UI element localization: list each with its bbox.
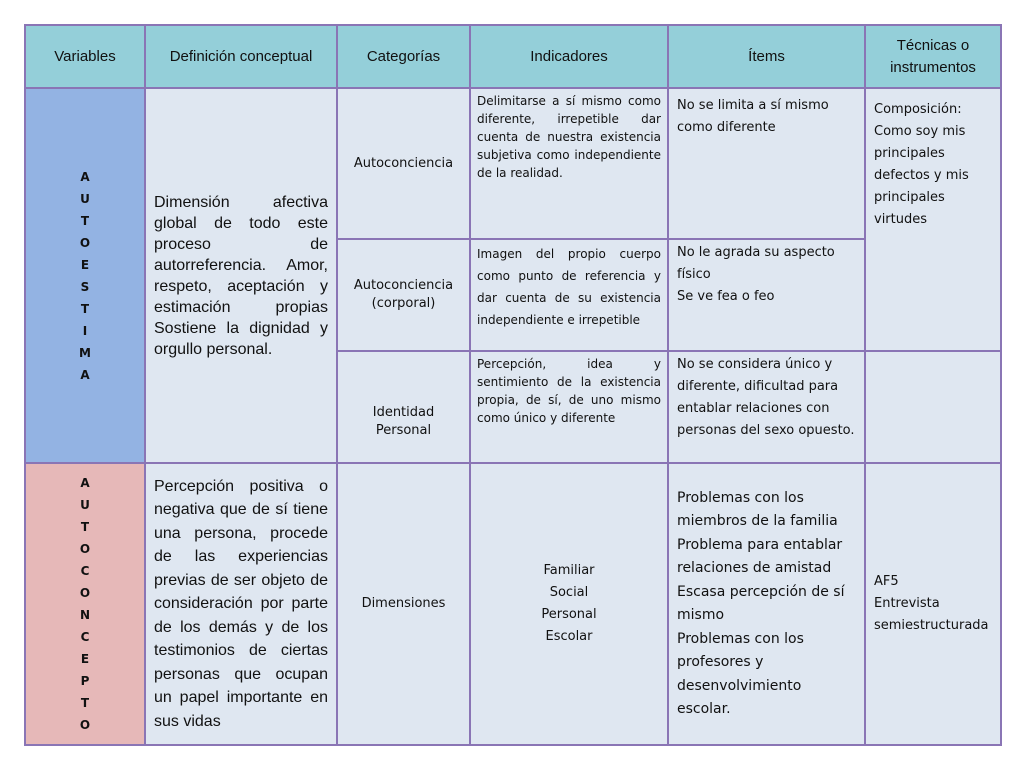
indicator-autoconciencia-corporal: Imagen del propio cuerpo como punto de referencia y dar cuenta de su existencia independiente e irrepetible — [477, 247, 661, 327]
header-indicadores: Indicadores — [470, 25, 668, 88]
vertical-letter: O — [79, 718, 91, 732]
vertical-letter: C — [80, 564, 90, 578]
autoestima-items-2-cell — [668, 239, 865, 351]
items-list — [669, 483, 864, 726]
vertical-letter: A — [80, 367, 90, 382]
autoestima-definition: Dimensión afectiva global de todo este proceso de autorreferencia. Amor, respeto, aceptación y estimación propias Sostiene la dignidad y orgullo personal. — [154, 193, 328, 358]
vertical-letter: T — [80, 520, 90, 534]
autoestima-category-3-cell — [337, 351, 470, 463]
autoconcepto-letters — [26, 472, 144, 736]
autoestima-category-2-cell — [337, 239, 470, 351]
vertical-letter: E — [80, 257, 90, 272]
autoestima-indicator-1-cell — [470, 88, 668, 239]
vertical-letter: S — [80, 279, 90, 294]
category-autoconciencia: Autoconciencia — [353, 155, 454, 171]
item-line: Escasa percepción de sí mismo — [677, 583, 845, 623]
category-identidad-personal: Identidad Personal — [372, 405, 435, 438]
vertical-letter: C — [80, 630, 90, 644]
vertical-letter: O — [79, 235, 91, 250]
category-autoconciencia-corporal: Autoconciencia (corporal) — [353, 278, 454, 311]
vertical-letter: T — [80, 696, 90, 710]
autoconcepto-items-cell — [668, 463, 865, 745]
vertical-letter: U — [80, 191, 90, 206]
vertical-letter: T — [80, 213, 90, 228]
autoconcepto-row — [25, 463, 1001, 745]
items-autoconciencia: No se limita a sí mismo como diferente — [677, 98, 829, 135]
autoconcepto-definition-cell — [145, 463, 337, 745]
header-row — [25, 25, 1001, 88]
autoestima-technique-cell — [865, 88, 1001, 351]
indicator-item: Escolar — [545, 629, 593, 644]
header-definicion: Definición conceptual — [145, 25, 337, 88]
autoconcepto-definition: Percepción positiva o negativa que de sí tiene una persona, procede de las experiencias previas de ser objeto de consideración por parte de los demás y de los testimonios de ciertas personas que ocupan un papel importante en sus vidas — [154, 477, 328, 730]
indicator-autoconciencia: Delimitarse a sí mismo como diferente, irrepetible dar cuenta de nuestra existencia subjetiva como independiente de la realidad. — [477, 94, 661, 180]
technique-item: Entrevista semiestructurada — [874, 596, 989, 633]
vertical-letter: O — [79, 586, 91, 600]
vertical-letter: I — [82, 323, 88, 338]
header-variables: Variables — [25, 25, 145, 88]
vertical-letter: P — [80, 674, 90, 688]
autoestima-items-1-cell — [668, 88, 865, 239]
autoconcepto-indicators-cell — [470, 463, 668, 745]
indicator-identidad-personal: Percepción, idea y sentimiento de la existencia propia, de sí, de uno mismo como único y diferente — [477, 357, 661, 425]
autoestima-category-1-cell — [337, 88, 470, 239]
techniques-list — [866, 561, 1000, 647]
autoconcepto-category-cell — [337, 463, 470, 745]
technique-composicion: Composición: Como soy mis principales defectos y mis principales virtudes — [874, 102, 969, 227]
autoestima-technique-empty-cell — [865, 351, 1001, 463]
header-categorias: Categorías — [337, 25, 470, 88]
item-line: Problema para entablar relaciones de amistad — [677, 536, 843, 576]
items-identidad-personal: No se considera único y diferente, dificultad para entablar relaciones con personas del sexo opuesto. — [677, 357, 855, 438]
technique-item: AF5 — [874, 574, 899, 589]
autoestima-indicator-2-cell — [470, 239, 668, 351]
item-line: Problemas con los profesores y desenvolvimiento escolar. — [677, 630, 804, 717]
autoestima-row-1 — [25, 88, 1001, 239]
autoestima-definition-cell — [145, 88, 337, 463]
vertical-letter: E — [80, 652, 90, 666]
indicator-item: Familiar — [543, 563, 595, 578]
item-line: Problemas con los miembros de la familia — [677, 489, 838, 529]
vertical-letter: A — [80, 169, 90, 184]
vertical-letter: M — [79, 345, 91, 360]
autoestima-indicator-3-cell — [470, 351, 668, 463]
category-dimensiones: Dimensiones — [361, 596, 446, 611]
vertical-letter: A — [80, 476, 90, 490]
vertical-letter: U — [80, 498, 90, 512]
vertical-letter: T — [80, 301, 90, 316]
item-line: Se ve fea o feo — [677, 289, 775, 304]
header-tecnicas: Técnicas o instrumentos — [865, 25, 1001, 88]
indicators-list — [471, 560, 667, 648]
items-autoconciencia-corporal — [669, 240, 864, 314]
autoestima-items-3-cell — [668, 351, 865, 463]
autoconcepto-variable — [25, 463, 145, 745]
indicator-item: Personal — [541, 607, 597, 622]
autoestima-letters — [26, 166, 144, 386]
variables-table — [24, 24, 1002, 746]
vertical-letter: O — [79, 542, 91, 556]
autoestima-variable — [25, 88, 145, 463]
vertical-letter: N — [79, 608, 91, 622]
indicator-item: Social — [549, 585, 589, 600]
item-line: No le agrada su aspecto físico — [677, 245, 835, 282]
autoconcepto-techniques-cell — [865, 463, 1001, 745]
header-items: Ítems — [668, 25, 865, 88]
